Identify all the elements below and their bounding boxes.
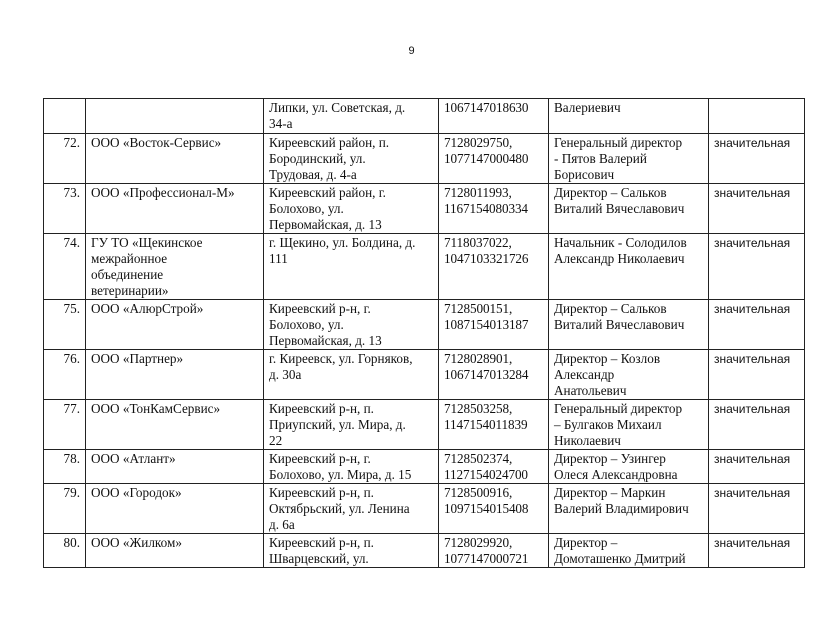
address-cell-line: Трудовая, д. 4-а (269, 167, 357, 182)
organization-name-cell (86, 184, 264, 234)
organization-name-cell-line: ООО «Восток-Сервис» (91, 135, 222, 150)
inn-ogrn-cell-line: 1077147000721 (444, 551, 529, 566)
row-number-cell: 75. (44, 300, 86, 350)
table-row (44, 450, 805, 484)
head-cell-line: Домоташенко Дмитрий (554, 551, 686, 566)
risk-category-cell: значительная (709, 534, 805, 568)
head-cell (549, 300, 709, 350)
address-cell-line: Первомайская, д. 13 (269, 333, 382, 348)
head-cell-line: Олеся Александровна (554, 467, 678, 482)
inn-ogrn-cell-line: 1097154015408 (444, 501, 529, 516)
organization-name-cell-line: ООО «Профессионал-М» (91, 185, 235, 200)
address-cell (264, 350, 439, 400)
head-cell (549, 99, 709, 134)
risk-category-cell: значительная (709, 234, 805, 300)
head-cell-line: Директор – Сальков (554, 301, 667, 316)
head-cell-line: Валериевич (554, 100, 621, 115)
inn-ogrn-cell-line: 1067147018630 (444, 100, 529, 115)
head-cell (549, 450, 709, 484)
head-cell-line: Генеральный директор (554, 401, 683, 416)
inn-ogrn-cell (439, 184, 549, 234)
organization-name-cell (86, 300, 264, 350)
address-cell-line: Приупский, ул. Мира, д. (269, 417, 406, 432)
head-cell-line: Анатольевич (554, 383, 627, 398)
table-row (44, 400, 805, 450)
head-cell-line: – Булгаков Михаил (554, 417, 662, 432)
organization-name-cell-line: ГУ ТО «Щекинское (91, 235, 203, 250)
address-cell-line: Первомайская, д. 13 (269, 217, 382, 232)
address-cell-line: д. 6а (269, 517, 295, 532)
row-number-cell: 77. (44, 400, 86, 450)
head-cell (549, 350, 709, 400)
address-cell-line: Бородинский, ул. (269, 151, 366, 166)
address-cell-line: г. Киреевск, ул. Горняков, (269, 351, 413, 366)
address-cell-line: Киреевский р-н, п. (269, 485, 374, 500)
address-cell (264, 534, 439, 568)
inn-ogrn-cell-line: 1167154080334 (444, 201, 528, 216)
address-cell (264, 300, 439, 350)
inn-ogrn-cell-line: 7128502374, (444, 451, 513, 466)
organization-name-cell-line: ООО «ТонКамСервис» (91, 401, 221, 416)
organization-name-cell (86, 534, 264, 568)
head-cell-line: Директор – (554, 535, 618, 550)
inn-ogrn-cell (439, 300, 549, 350)
address-cell-line: Октябрьский, ул. Ленина (269, 501, 410, 516)
address-cell (264, 400, 439, 450)
row-number-cell (44, 99, 86, 134)
inn-ogrn-cell (439, 484, 549, 534)
head-cell (549, 134, 709, 184)
head-cell-line: Директор – Маркин (554, 485, 666, 500)
page-number: 9 (408, 45, 415, 57)
inn-ogrn-cell-line: 7128029920, (444, 535, 513, 550)
inn-ogrn-cell-line: 7128500151, (444, 301, 513, 316)
address-cell-line: д. 30а (269, 367, 302, 382)
inn-ogrn-cell-line: 7128029750, (444, 135, 513, 150)
head-cell-line: Начальник - Солодилов (554, 235, 687, 250)
inn-ogrn-cell (439, 99, 549, 134)
address-cell-line: Шварцевский, ул. (269, 551, 369, 566)
address-cell-line: Киреевский р-н, г. (269, 301, 371, 316)
table-row (44, 184, 805, 234)
risk-category-cell (709, 99, 805, 134)
organization-name-cell (86, 99, 264, 134)
inn-ogrn-cell-line: 7118037022, (444, 235, 512, 250)
row-number-cell: 80. (44, 534, 86, 568)
inn-ogrn-cell-line: 1077147000480 (444, 151, 529, 166)
head-cell-line: Генеральный директор (554, 135, 683, 150)
address-cell (264, 484, 439, 534)
table-row (44, 300, 805, 350)
address-cell-line: Киреевский район, п. (269, 135, 390, 150)
table-row (44, 134, 805, 184)
head-cell (549, 400, 709, 450)
organization-name-cell (86, 234, 264, 300)
address-cell-line: Болохово, ул. (269, 317, 344, 332)
head-cell (549, 484, 709, 534)
row-number-cell: 73. (44, 184, 86, 234)
inn-ogrn-cell-line: 7128028901, (444, 351, 513, 366)
risk-category-cell: значительная (709, 350, 805, 400)
table-row (44, 350, 805, 400)
organization-name-cell (86, 350, 264, 400)
organization-name-cell-line: ООО «Партнер» (91, 351, 184, 366)
risk-category-cell: значительная (709, 300, 805, 350)
head-cell-line: Николаевич (554, 433, 621, 448)
row-number-cell: 74. (44, 234, 86, 300)
organization-name-cell (86, 400, 264, 450)
organization-name-cell-line: ООО «АлюрСтрой» (91, 301, 204, 316)
head-cell-line: Александр (554, 367, 615, 382)
inn-ogrn-cell (439, 134, 549, 184)
organizations-table (43, 98, 805, 568)
row-number-cell: 79. (44, 484, 86, 534)
inn-ogrn-cell (439, 400, 549, 450)
table-row (44, 234, 805, 300)
address-cell-line: Киреевский район, г. (269, 185, 386, 200)
organization-name-cell (86, 134, 264, 184)
inn-ogrn-cell-line: 1067147013284 (444, 367, 529, 382)
table-body (44, 99, 805, 568)
row-number-cell: 76. (44, 350, 86, 400)
address-cell-line: Киреевский р-н, п. (269, 401, 374, 416)
risk-category-cell: значительная (709, 400, 805, 450)
address-cell-line: Липки, ул. Советская, д. (269, 100, 406, 115)
address-cell (264, 234, 439, 300)
organization-name-cell-line: ООО «Атлант» (91, 451, 176, 466)
organization-name-cell (86, 450, 264, 484)
inn-ogrn-cell (439, 534, 549, 568)
address-cell (264, 450, 439, 484)
address-cell-line: Киреевский р-н, п. (269, 535, 374, 550)
table-row (44, 99, 805, 134)
organization-name-cell (86, 484, 264, 534)
risk-category-cell: значительная (709, 450, 805, 484)
address-cell-line: 22 (269, 433, 283, 448)
inn-ogrn-cell (439, 350, 549, 400)
head-cell-line: Виталий Вячеславович (554, 317, 685, 332)
table-row (44, 534, 805, 568)
head-cell-line: Валерий Владимирович (554, 501, 689, 516)
risk-category-cell: значительная (709, 184, 805, 234)
address-cell (264, 184, 439, 234)
organization-name-cell-line: ООО «Жилком» (91, 535, 182, 550)
head-cell (549, 534, 709, 568)
inn-ogrn-cell-line: 7128500916, (444, 485, 513, 500)
risk-category-cell: значительная (709, 134, 805, 184)
address-cell-line: Болохово, ул. (269, 201, 344, 216)
address-cell-line: 111 (269, 251, 288, 266)
head-cell (549, 234, 709, 300)
address-cell (264, 134, 439, 184)
organization-name-cell-line: ООО «Городок» (91, 485, 182, 500)
address-cell (264, 99, 439, 134)
inn-ogrn-cell (439, 234, 549, 300)
table-row (44, 484, 805, 534)
inn-ogrn-cell-line: 1127154024700 (444, 467, 528, 482)
risk-category-cell: значительная (709, 484, 805, 534)
inn-ogrn-cell-line: 1047103321726 (444, 251, 529, 266)
address-cell-line: 34-а (269, 116, 293, 131)
head-cell-line: Виталий Вячеславович (554, 201, 685, 216)
inn-ogrn-cell-line: 7128503258, (444, 401, 513, 416)
organization-name-cell-line: ветеринарии» (91, 283, 169, 298)
row-number-cell: 72. (44, 134, 86, 184)
head-cell-line: Директор – Сальков (554, 185, 667, 200)
inn-ogrn-cell (439, 450, 549, 484)
head-cell-line: - Пятов Валерий (554, 151, 647, 166)
inn-ogrn-cell-line: 1147154011839 (444, 417, 528, 432)
head-cell-line: Александр Николаевич (554, 251, 685, 266)
organization-name-cell-line: межрайонное (91, 251, 168, 266)
head-cell-line: Борисович (554, 167, 615, 182)
row-number-cell: 78. (44, 450, 86, 484)
address-cell-line: г. Щекино, ул. Болдина, д. (269, 235, 416, 250)
head-cell-line: Директор – Козлов (554, 351, 661, 366)
organization-name-cell-line: объединение (91, 267, 164, 282)
address-cell-line: Болохово, ул. Мира, д. 15 (269, 467, 412, 482)
head-cell (549, 184, 709, 234)
head-cell-line: Директор – Узингер (554, 451, 666, 466)
inn-ogrn-cell-line: 7128011993, (444, 185, 512, 200)
address-cell-line: Киреевский р-н, г. (269, 451, 371, 466)
inn-ogrn-cell-line: 1087154013187 (444, 317, 529, 332)
